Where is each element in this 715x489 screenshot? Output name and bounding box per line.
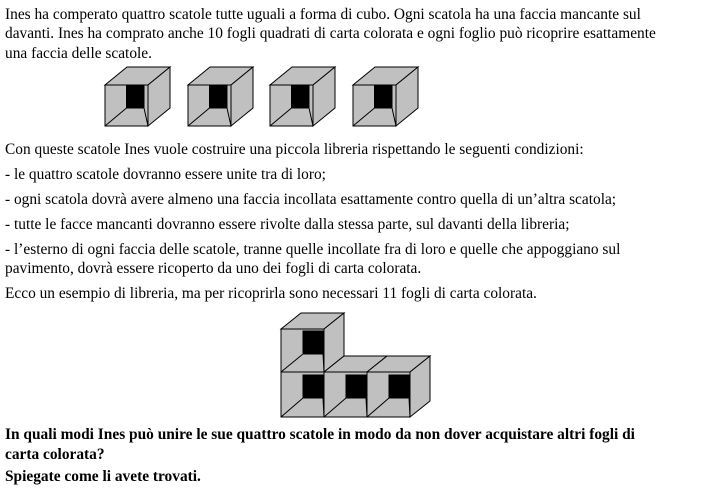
intro-line-3: una faccia delle scatole. [5, 44, 152, 62]
condition-4-line-1: - l’esterno di ogni faccia delle scatole, tranne quelle incollate fra di loro e quelle che appoggiano sul [5, 240, 621, 258]
instruction-paragraph [5, 467, 715, 486]
conditions-intro-line: Con queste scatole Ines vuole costruire una piccola libreria rispettando le seguenti condizioni: [5, 140, 584, 158]
example-caption [5, 284, 715, 303]
condition-item-2 [5, 190, 715, 209]
question-line-1: In quali modi Ines può unire le sue quattro scatole in modo da non dover acquistare altri fogli di [5, 426, 635, 444]
cube-opening [346, 375, 366, 398]
intro-line-1: Ines ha comperato quattro scatole tutte uguali a forma di cubo. Ogni scatola ha una faccia mancante sul [5, 6, 641, 23]
instruction-line: Spiegate come li avete trovati. [5, 468, 201, 486]
open-box-2 [188, 67, 253, 126]
cube-opening [303, 375, 323, 398]
intro-paragraph [5, 5, 715, 63]
open-box-4 [353, 67, 418, 126]
question-line-2: carta colorata? [5, 445, 105, 463]
condition-item-1 [5, 165, 715, 184]
example-caption-line: Ecco un esempio di libreria, ma per ricoprirla sono necessari 11 fogli di carta colorata. [5, 285, 537, 303]
bookshelf-bottom-cube-1 [281, 372, 324, 417]
condition-item-3 [5, 215, 715, 234]
intro-line-2: davanti. Ines ha comprato anche 10 fogli quadrati di carta colorata e ogni foglio può ricoprire esattamente [5, 25, 656, 43]
conditions-intro [5, 140, 715, 159]
condition-3-line: - tutte le facce mancanti dovranno essere rivolte dalla stessa parte, sul davanti della libreria; [5, 215, 570, 233]
bookshelf-example-figure [270, 311, 445, 421]
four-open-boxes-figure [103, 65, 421, 129]
bookshelf-bottom-cube-3 [367, 356, 430, 417]
condition-item-4 [5, 240, 715, 279]
question-paragraph [5, 425, 715, 464]
open-box-3 [270, 67, 335, 126]
cube-opening [389, 375, 409, 398]
cube-opening [303, 331, 323, 354]
condition-4-line-2: pavimento, dovrà essere ricoperto da uno dei fogli di carta colorata. [5, 260, 422, 278]
open-box-1 [105, 67, 170, 126]
condition-2-line: - ogni scatola dovrà avere almeno una faccia incollata esattamente contro quella di un’altra scatola; [5, 190, 617, 208]
condition-1-line: - le quattro scatole dovranno essere unite tra di loro; [5, 165, 326, 183]
